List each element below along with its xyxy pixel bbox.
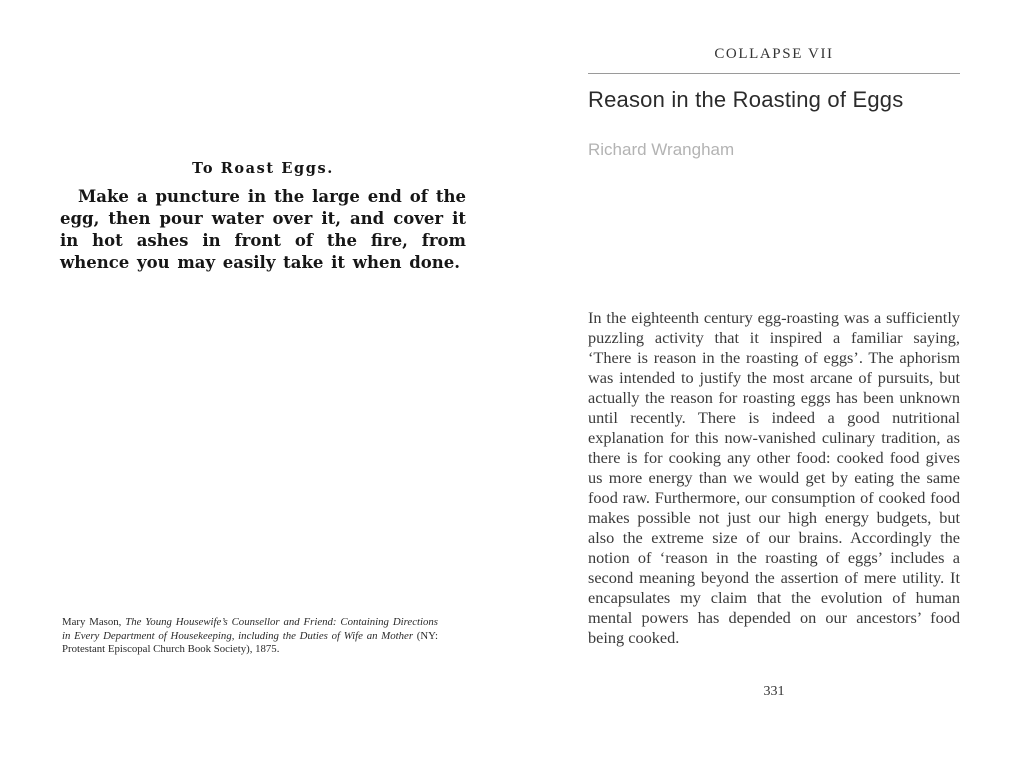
header-rule xyxy=(588,73,960,74)
source-citation xyxy=(62,616,438,657)
author-name: Richard Wrangham xyxy=(588,140,735,159)
citation-author: Mary Mason, xyxy=(62,616,126,628)
chapter-title: Reason in the Roasting of Eggs xyxy=(588,87,904,112)
page-number: 331 xyxy=(763,684,785,699)
body-paragraph: In the eighteenth century egg-roasting was a sufficiently puzzling activity that it inspired a familiar saying, ‘There is reason in the roasting of eggs’. The aphorism was intended to justify the most arcane of pursuits, but actually the reason for roasting eggs has been unknown until recently. There is indeed a good nutritional explanation for this now-vanished culinary tradition, as there is for cooking any other food: cooked food gives us more energy than we would get by eating the same food raw. Furthermore, our consumption of cooked food makes possible not just our high energy budgets, but also the extreme size of our brains. Accordingly the notion of ‘reason in the roasting of eggs’ includes a second meaning beyond the assertion of mere utility. It encapsulates my claim that the evolution of human mental powers has depended on our ancestors’ food being cooked. xyxy=(588,308,960,647)
excerpt-body: Make a puncture in the large end of the egg, then pour water over it, and cover it in hot ashes in front of the fire, from whence you may easily take it when done. xyxy=(60,187,466,272)
citation-publisher: (NY: Protestant Episcopal Church Book Society), 1875. xyxy=(62,629,438,655)
excerpt-heading: To Roast Eggs. xyxy=(192,160,334,177)
citation-title: The Young Housewife’s Counsellor and Friend: Containing Directions in Every Department of Housekeeping, including the Duties of Wife an Mother xyxy=(62,616,439,642)
left-page-excerpt xyxy=(60,160,466,274)
running-head: COLLAPSE VII xyxy=(714,46,834,62)
right-page-header xyxy=(588,46,960,160)
